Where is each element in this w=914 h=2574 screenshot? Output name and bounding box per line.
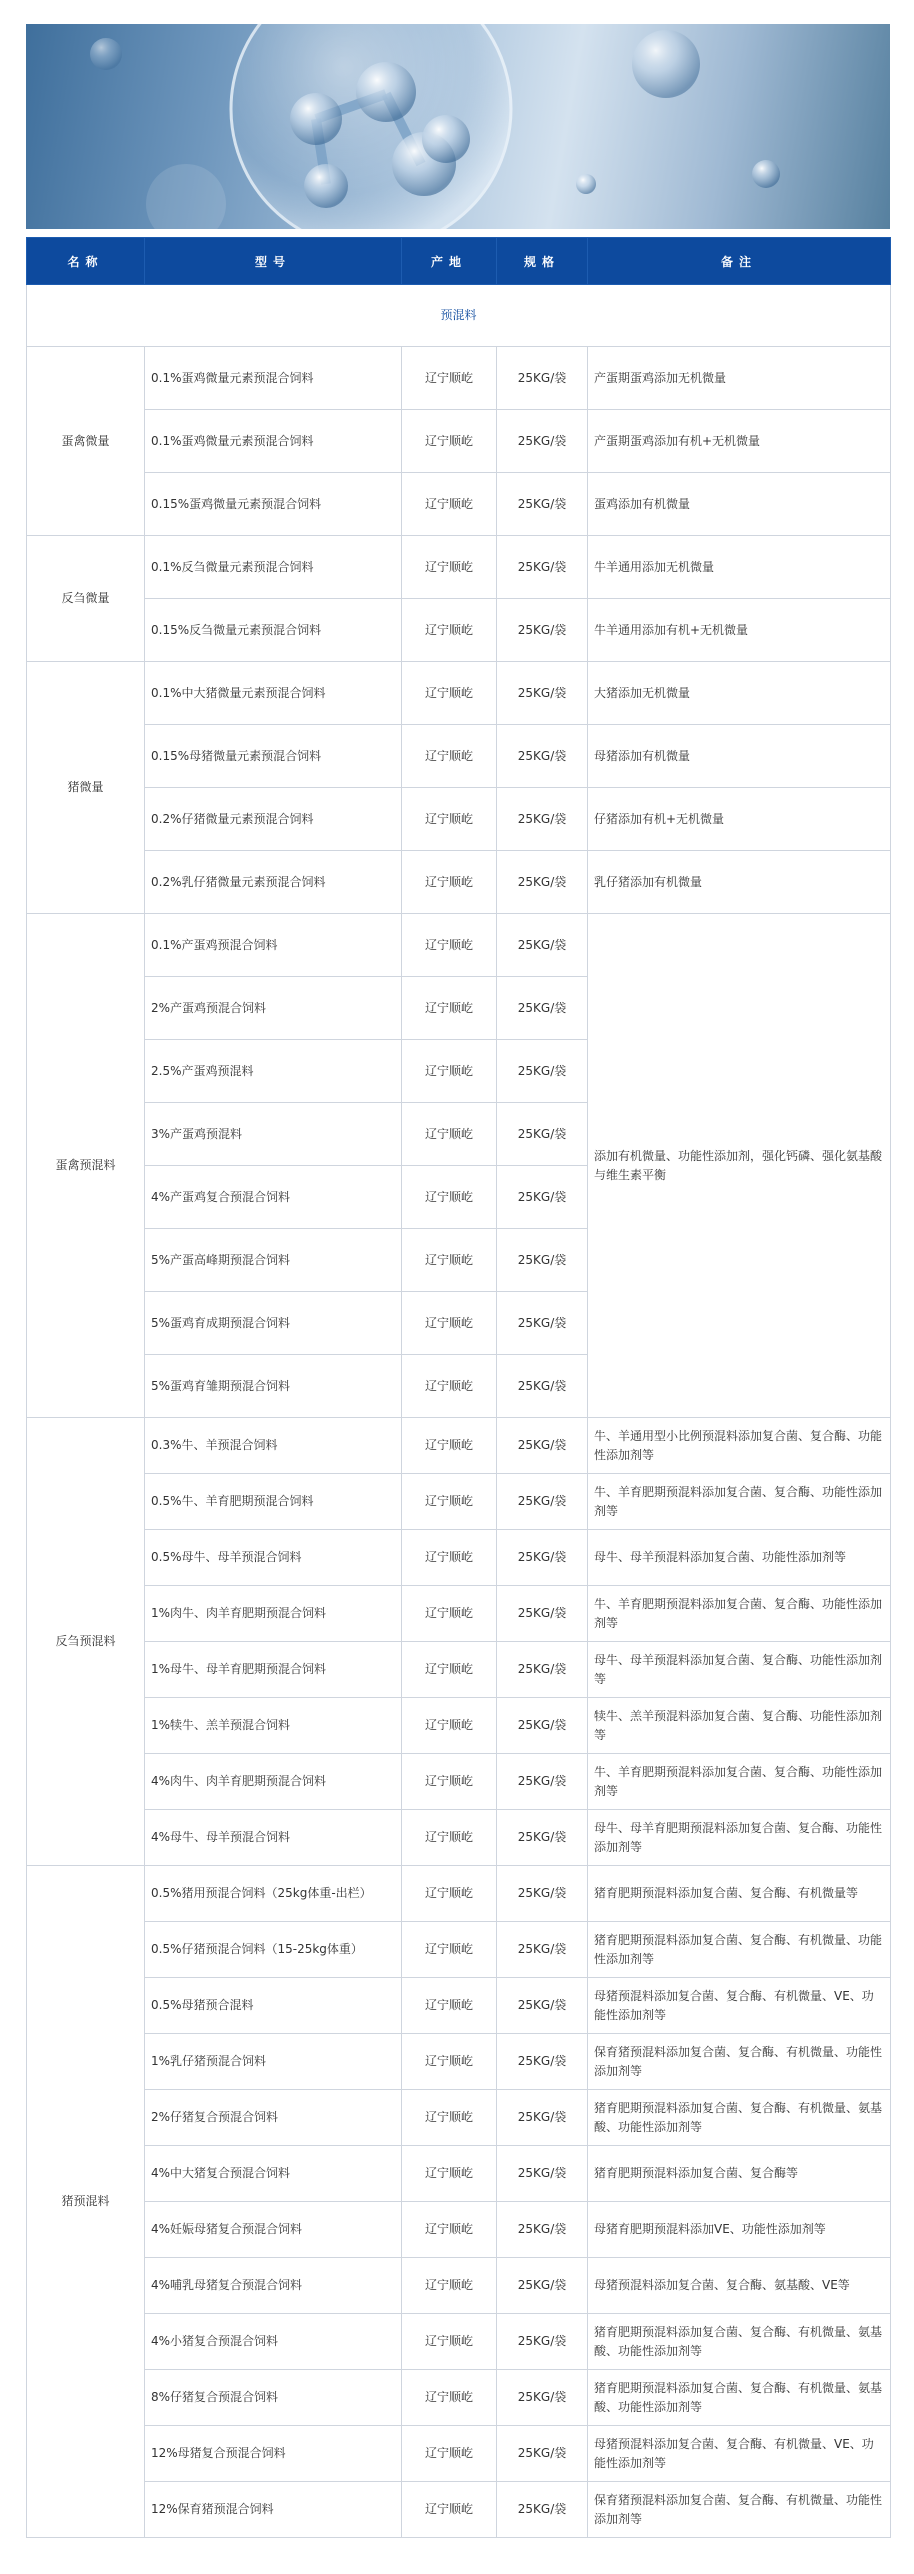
molecule-graphic — [26, 24, 890, 229]
table-row — [27, 1754, 891, 1810]
category-cell: 反刍微量 — [27, 536, 145, 662]
spec-cell: 25KG/袋 — [497, 1355, 588, 1418]
origin-cell: 辽宁顺屹 — [402, 1474, 497, 1530]
origin-cell: 辽宁顺屹 — [402, 725, 497, 788]
table-row — [27, 2202, 891, 2258]
model-cell: 0.5%母牛、母羊预混合饲料 — [145, 1530, 402, 1586]
spec-cell: 25KG/袋 — [497, 851, 588, 914]
note-cell: 母猪育肥期预混料添加VE、功能性添加剂等 — [588, 2202, 891, 2258]
note-cell: 母猪预混料添加复合菌、复合酶、氨基酸、VE等 — [588, 2258, 891, 2314]
origin-cell: 辽宁顺屹 — [402, 473, 497, 536]
spec-cell: 25KG/袋 — [497, 2090, 588, 2146]
table-row — [27, 2090, 891, 2146]
spec-cell: 25KG/袋 — [497, 1292, 588, 1355]
note-cell: 母牛、母羊预混料添加复合菌、复合酶、功能性添加剂等 — [588, 1642, 891, 1698]
origin-cell: 辽宁顺屹 — [402, 2370, 497, 2426]
origin-cell: 辽宁顺屹 — [402, 788, 497, 851]
origin-cell: 辽宁顺屹 — [402, 1642, 497, 1698]
model-cell: 0.5%猪用预混合饲料（25kg体重-出栏） — [145, 1866, 402, 1922]
origin-cell: 辽宁顺屹 — [402, 851, 497, 914]
table-row — [27, 1698, 891, 1754]
note-cell: 牛、羊育肥期预混料添加复合菌、复合酶、功能性添加剂等 — [588, 1474, 891, 1530]
note-cell: 大猪添加无机微量 — [588, 662, 891, 725]
model-cell: 2%仔猪复合预混合饲料 — [145, 2090, 402, 2146]
spec-cell: 25KG/袋 — [497, 1530, 588, 1586]
model-cell: 4%小猪复合预混合饲料 — [145, 2314, 402, 2370]
model-cell: 0.15%反刍微量元素预混合饲料 — [145, 599, 402, 662]
spec-cell: 25KG/袋 — [497, 347, 588, 410]
spec-cell: 25KG/袋 — [497, 1103, 588, 1166]
note-cell: 保育猪预混料添加复合菌、复合酶、有机微量、功能性添加剂等 — [588, 2482, 891, 2538]
origin-cell: 辽宁顺屹 — [402, 1530, 497, 1586]
spec-cell: 25KG/袋 — [497, 410, 588, 473]
model-cell: 0.5%仔猪预混合饲料（15-25kg体重） — [145, 1922, 402, 1978]
note-cell: 猪育肥期预混料添加复合菌、复合酶、有机微量等 — [588, 1866, 891, 1922]
spec-cell: 25KG/袋 — [497, 2482, 588, 2538]
model-cell: 5%产蛋高峰期预混合饲料 — [145, 1229, 402, 1292]
spec-cell: 25KG/袋 — [497, 977, 588, 1040]
origin-cell: 辽宁顺屹 — [402, 914, 497, 977]
model-cell: 0.1%中大猪微量元素预混合饲料 — [145, 662, 402, 725]
model-cell: 5%蛋鸡育雏期预混合饲料 — [145, 1355, 402, 1418]
model-cell: 1%乳仔猪预混合饲料 — [145, 2034, 402, 2090]
note-cell: 猪育肥期预混料添加复合菌、复合酶、有机微量、功能性添加剂等 — [588, 1922, 891, 1978]
spec-cell: 25KG/袋 — [497, 1040, 588, 1103]
spec-cell: 25KG/袋 — [497, 599, 588, 662]
spec-cell: 25KG/袋 — [497, 1229, 588, 1292]
spec-cell: 25KG/袋 — [497, 2426, 588, 2482]
spec-cell: 25KG/袋 — [497, 1418, 588, 1474]
note-cell: 牛、羊通用型小比例预混料添加复合菌、复合酶、功能性添加剂等 — [588, 1418, 891, 1474]
table-row — [27, 2426, 891, 2482]
table-row — [27, 2146, 891, 2202]
spec-cell: 25KG/袋 — [497, 2202, 588, 2258]
note-cell: 母猪预混料添加复合菌、复合酶、有机微量、VE、功能性添加剂等 — [588, 2426, 891, 2482]
origin-cell: 辽宁顺屹 — [402, 2258, 497, 2314]
spec-cell: 25KG/袋 — [497, 1922, 588, 1978]
category-cell: 猪微量 — [27, 662, 145, 914]
spec-cell: 25KG/袋 — [497, 1810, 588, 1866]
model-cell: 0.1%蛋鸡微量元素预混合饲料 — [145, 410, 402, 473]
origin-cell: 辽宁顺屹 — [402, 2034, 497, 2090]
origin-cell: 辽宁顺屹 — [402, 1418, 497, 1474]
model-cell: 0.1%蛋鸡微量元素预混合饲料 — [145, 347, 402, 410]
model-cell: 3%产蛋鸡预混料 — [145, 1103, 402, 1166]
note-cell: 猪育肥期预混料添加复合菌、复合酶、有机微量、氨基酸、功能性添加剂等 — [588, 2314, 891, 2370]
origin-cell: 辽宁顺屹 — [402, 662, 497, 725]
model-cell: 4%母牛、母羊预混合饲料 — [145, 1810, 402, 1866]
product-table — [26, 237, 891, 2538]
table-row — [27, 2034, 891, 2090]
spec-cell: 25KG/袋 — [497, 536, 588, 599]
table-row — [27, 599, 891, 662]
origin-cell: 辽宁顺屹 — [402, 2090, 497, 2146]
model-cell: 2%产蛋鸡预混合饲料 — [145, 977, 402, 1040]
note-cell: 牛、羊育肥期预混料添加复合菌、复合酶、功能性添加剂等 — [588, 1586, 891, 1642]
model-cell: 8%仔猪复合预混合饲料 — [145, 2370, 402, 2426]
note-cell: 母猪添加有机微量 — [588, 725, 891, 788]
model-cell: 12%母猪复合预混合饲料 — [145, 2426, 402, 2482]
model-cell: 1%肉牛、肉羊育肥期预混合饲料 — [145, 1586, 402, 1642]
spec-cell: 25KG/袋 — [497, 914, 588, 977]
table-row — [27, 536, 891, 599]
model-cell: 4%产蛋鸡复合预混合饲料 — [145, 1166, 402, 1229]
model-cell: 12%保育猪预混合饲料 — [145, 2482, 402, 2538]
note-cell: 产蛋期蛋鸡添加无机微量 — [588, 347, 891, 410]
note-cell: 牛羊通用添加无机微量 — [588, 536, 891, 599]
section-title: 预混料 — [27, 285, 891, 347]
spec-cell: 25KG/袋 — [497, 2258, 588, 2314]
model-cell: 0.1%产蛋鸡预混合饲料 — [145, 914, 402, 977]
origin-cell: 辽宁顺屹 — [402, 1103, 497, 1166]
table-row — [27, 1922, 891, 1978]
col-header-model: 型号 — [145, 238, 402, 285]
category-cell: 猪预混料 — [27, 1866, 145, 2538]
note-cell: 猪育肥期预混料添加复合菌、复合酶、有机微量、氨基酸、功能性添加剂等 — [588, 2370, 891, 2426]
model-cell: 1%母牛、母羊育肥期预混合饲料 — [145, 1642, 402, 1698]
table-row — [27, 2314, 891, 2370]
model-cell: 0.5%牛、羊育肥期预混合饲料 — [145, 1474, 402, 1530]
model-cell: 0.5%母猪预合混料 — [145, 1978, 402, 2034]
table-header-row — [27, 238, 891, 285]
category-cell: 蛋禽微量 — [27, 347, 145, 536]
origin-cell: 辽宁顺屹 — [402, 1586, 497, 1642]
model-cell: 0.2%仔猪微量元素预混合饲料 — [145, 788, 402, 851]
table-row — [27, 1866, 891, 1922]
origin-cell: 辽宁顺屹 — [402, 536, 497, 599]
origin-cell: 辽宁顺屹 — [402, 977, 497, 1040]
note-cell: 母猪预混料添加复合菌、复合酶、有机微量、VE、功能性添加剂等 — [588, 1978, 891, 2034]
table-row — [27, 914, 891, 977]
origin-cell: 辽宁顺屹 — [402, 1166, 497, 1229]
note-cell: 蛋鸡添加有机微量 — [588, 473, 891, 536]
note-cell: 犊牛、羔羊预混料添加复合菌、复合酶、功能性添加剂等 — [588, 1698, 891, 1754]
col-header-spec: 规格 — [497, 238, 588, 285]
origin-cell: 辽宁顺屹 — [402, 1292, 497, 1355]
section-row — [27, 285, 891, 347]
model-cell: 0.15%蛋鸡微量元素预混合饲料 — [145, 473, 402, 536]
spec-cell: 25KG/袋 — [497, 1474, 588, 1530]
table-row — [27, 788, 891, 851]
table-row — [27, 347, 891, 410]
spec-cell: 25KG/袋 — [497, 473, 588, 536]
model-cell: 0.1%反刍微量元素预混合饲料 — [145, 536, 402, 599]
note-cell: 牛、羊育肥期预混料添加复合菌、复合酶、功能性添加剂等 — [588, 1754, 891, 1810]
model-cell: 0.15%母猪微量元素预混合饲料 — [145, 725, 402, 788]
origin-cell: 辽宁顺屹 — [402, 2426, 497, 2482]
spec-cell: 25KG/袋 — [497, 1586, 588, 1642]
model-cell: 2.5%产蛋鸡预混料 — [145, 1040, 402, 1103]
note-cell: 猪育肥期预混料添加复合菌、复合酶、有机微量、氨基酸、功能性添加剂等 — [588, 2090, 891, 2146]
note-cell: 保育猪预混料添加复合菌、复合酶、有机微量、功能性添加剂等 — [588, 2034, 891, 2090]
spec-cell: 25KG/袋 — [497, 1978, 588, 2034]
model-cell: 4%肉牛、肉羊育肥期预混合饲料 — [145, 1754, 402, 1810]
banner-image — [26, 24, 890, 229]
note-cell: 猪育肥期预混料添加复合菌、复合酶等 — [588, 2146, 891, 2202]
model-cell: 1%犊牛、羔羊预混合饲料 — [145, 1698, 402, 1754]
origin-cell: 辽宁顺屹 — [402, 1754, 497, 1810]
model-cell: 4%妊娠母猪复合预混合饲料 — [145, 2202, 402, 2258]
model-cell: 4%哺乳母猪复合预混合饲料 — [145, 2258, 402, 2314]
origin-cell: 辽宁顺屹 — [402, 1810, 497, 1866]
origin-cell: 辽宁顺屹 — [402, 2314, 497, 2370]
model-cell: 4%中大猪复合预混合饲料 — [145, 2146, 402, 2202]
origin-cell: 辽宁顺屹 — [402, 599, 497, 662]
origin-cell: 辽宁顺屹 — [402, 1866, 497, 1922]
table-row — [27, 1418, 891, 1474]
table-row — [27, 851, 891, 914]
spec-cell: 25KG/袋 — [497, 1698, 588, 1754]
origin-cell: 辽宁顺屹 — [402, 1922, 497, 1978]
note-cell: 乳仔猪添加有机微量 — [588, 851, 891, 914]
note-cell: 母牛、母羊预混料添加复合菌、功能性添加剂等 — [588, 1530, 891, 1586]
category-cell: 蛋禽预混料 — [27, 914, 145, 1418]
table-row — [27, 1586, 891, 1642]
spec-cell: 25KG/袋 — [497, 788, 588, 851]
origin-cell: 辽宁顺屹 — [402, 410, 497, 473]
origin-cell: 辽宁顺屹 — [402, 1229, 497, 1292]
table-row — [27, 725, 891, 788]
origin-cell: 辽宁顺屹 — [402, 2482, 497, 2538]
note-cell: 仔猪添加有机+无机微量 — [588, 788, 891, 851]
spec-cell: 25KG/袋 — [497, 2034, 588, 2090]
spec-cell: 25KG/袋 — [497, 1642, 588, 1698]
note-cell: 牛羊通用添加有机+无机微量 — [588, 599, 891, 662]
spec-cell: 25KG/袋 — [497, 662, 588, 725]
spec-cell: 25KG/袋 — [497, 2314, 588, 2370]
origin-cell: 辽宁顺屹 — [402, 1698, 497, 1754]
category-cell: 反刍预混料 — [27, 1418, 145, 1866]
spec-cell: 25KG/袋 — [497, 2146, 588, 2202]
spec-cell: 25KG/袋 — [497, 1754, 588, 1810]
origin-cell: 辽宁顺屹 — [402, 1040, 497, 1103]
col-header-name: 名称 — [27, 238, 145, 285]
table-row — [27, 1530, 891, 1586]
model-cell: 0.3%牛、羊预混合饲料 — [145, 1418, 402, 1474]
origin-cell: 辽宁顺屹 — [402, 347, 497, 410]
table-row — [27, 662, 891, 725]
origin-cell: 辽宁顺屹 — [402, 1978, 497, 2034]
table-row — [27, 1810, 891, 1866]
table-row — [27, 1642, 891, 1698]
note-cell: 产蛋期蛋鸡添加有机+无机微量 — [588, 410, 891, 473]
table-row — [27, 2370, 891, 2426]
table-row — [27, 2258, 891, 2314]
origin-cell: 辽宁顺屹 — [402, 2146, 497, 2202]
spec-cell: 25KG/袋 — [497, 725, 588, 788]
col-header-note: 备注 — [588, 238, 891, 285]
table-row — [27, 410, 891, 473]
spec-cell: 25KG/袋 — [497, 1866, 588, 1922]
note-cell: 母牛、母羊育肥期预混料添加复合菌、复合酶、功能性添加剂等 — [588, 1810, 891, 1866]
model-cell: 5%蛋鸡育成期预混合饲料 — [145, 1292, 402, 1355]
table-row — [27, 1474, 891, 1530]
note-cell: 添加有机微量、功能性添加剂，强化钙磷、强化氨基酸与维生素平衡 — [588, 914, 891, 1418]
model-cell: 0.2%乳仔猪微量元素预混合饲料 — [145, 851, 402, 914]
table-row — [27, 473, 891, 536]
table-row — [27, 1978, 891, 2034]
origin-cell: 辽宁顺屹 — [402, 1355, 497, 1418]
spec-cell: 25KG/袋 — [497, 2370, 588, 2426]
table-row — [27, 2482, 891, 2538]
col-header-origin: 产地 — [402, 238, 497, 285]
origin-cell: 辽宁顺屹 — [402, 2202, 497, 2258]
spec-cell: 25KG/袋 — [497, 1166, 588, 1229]
